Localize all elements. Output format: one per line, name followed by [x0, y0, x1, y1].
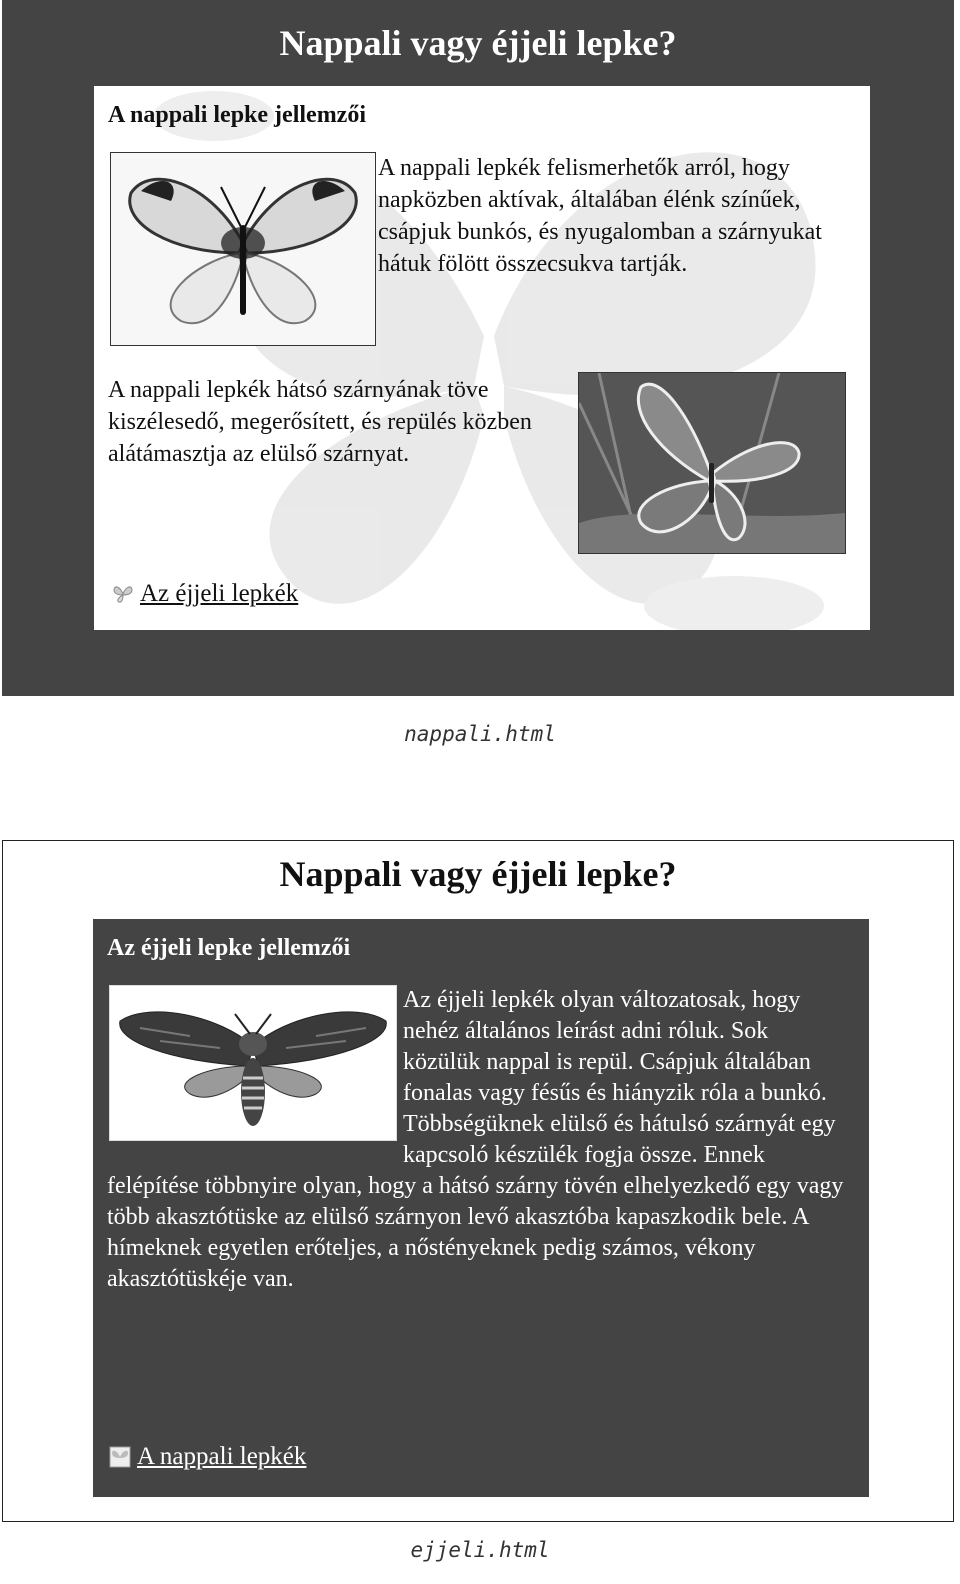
ejjeli-page-screenshot	[2, 840, 954, 1522]
paragraph-1: Az éjjeli lepkék olyan változatosak, hogy nehéz általános leírást adni róluk. Sok közülük nappal is repül. Csápjuk általában fonalas vagy fésűs és hiányzik róla a bunkó. Többségüknek elülső és hátulsó szárnyát egy kapcsoló készülék fogja össze. Ennek felépítése többnyire olyan, hogy a hátsó szárny tövén elhelyezkedő egy vagy több akasztótüske az elülső szárnyon levő akasztóba kapaszkodik bele. A hímeknek egyetlen erőteljes, a nőstényeknek pedig számos, vékony akasztótüskéje van.	[107, 987, 844, 1292]
butterfly-photo-icon	[111, 153, 375, 345]
content-panel	[93, 919, 869, 1497]
paragraph-1: A nappali lepkék felismerhetők arról, hogy napközben aktívak, általában élénk színűek, csápjuk bunkós, és nyugalomban a szárnyukat hátuk fölött összecsukva tartják.	[378, 155, 822, 277]
link-label[interactable]: Az éjjeli lepkék	[140, 580, 299, 607]
blue-butterfly-image	[578, 372, 846, 554]
link-label[interactable]: A nappali lepkék	[137, 1443, 307, 1470]
caption-ejjeli: ejjeli.html	[410, 1538, 550, 1562]
link-nappali-lepkek[interactable]	[109, 1443, 306, 1471]
paragraph-2: A nappali lepkék hátsó szárnyának töve kiszélesedő, megerősített, és repülés közben alátámasztja az elülső szárnyat.	[108, 377, 532, 467]
blue-butterfly-photo-icon	[579, 373, 845, 553]
caption-nappali: nappali.html	[404, 722, 556, 746]
butterfly-link-icon	[112, 583, 134, 605]
section-title: A nappali lepke jellemzői	[108, 102, 366, 128]
butterfly-image	[110, 152, 376, 346]
page-title: Nappali vagy éjjeli lepke?	[279, 854, 677, 894]
butterfly-link-icon	[109, 1446, 131, 1468]
section-title: Az éjjeli lepke jellemzői	[107, 935, 351, 961]
page-title: Nappali vagy éjjeli lepke?	[279, 23, 677, 63]
content-panel	[94, 86, 870, 630]
link-ejjeli-lepkek[interactable]	[112, 580, 298, 608]
nappali-page-screenshot	[2, 0, 954, 696]
